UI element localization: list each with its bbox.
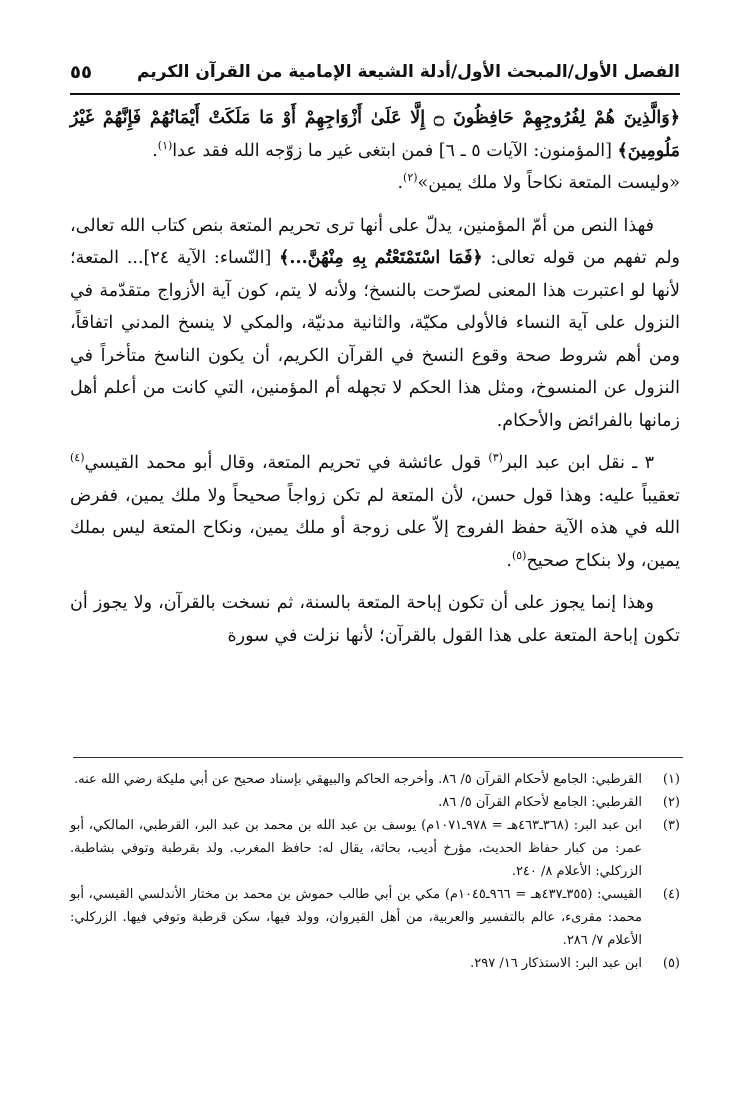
- footnote-text: القرطبي: الجامع لأحكام القرآن ٥/ ٨٦.: [438, 795, 642, 810]
- analysis-text-a: فهذا النص من أمّ المؤمنين، يدلّ على أنها ترى تحريم المتعة بنص كتاب الله تعالى، ولم تفهم من قوله تعالى:: [70, 215, 680, 268]
- footnote-text: ابن عبد البر: (٣٦٨ـ٤٦٣هـ = ٩٧٨ـ١٠٧١م) يوسف بن عبد الله بن محمد بن عبد البر، القرطبي، المالكي، أبو عمر: من كبار حفاظ الحديث، مؤرخ أديب، بحاثة، يقال له: حافظ المغرب. ولد بقرطبة وتوفي بشاطبة. الزركلي: الأعلام ٨/ ٢٤٠.: [70, 818, 642, 879]
- header-divider: [70, 93, 680, 95]
- quran-verse-inline: ﴿فَمَا اسْتَمْتَعْتُم بِهِ مِنْهُنَّ...﴾: [279, 248, 483, 268]
- footnote-item: [70, 814, 680, 883]
- citation-text: [المؤمنون: الآيات ٥ ـ ٦] فمن ابتغى غير ما زوّجه الله فقد عدا: [172, 140, 618, 161]
- footnotes: [70, 768, 680, 975]
- punctuation: .: [152, 140, 158, 161]
- punctuation: .: [506, 550, 512, 571]
- analysis-text-b: [النّساء: الآية ٢٤]... المتعة؛ لأنها لو اعتبرت هذا المعنى لصرّحت بالنسخ؛ ولأنه لا يتم، كون آية الأزواج متقدّمة في النزول على آية النساء فالأولى مكيّة، والثانية مدنيّة، والمكي لا ينسخ المدني اتفاقاً، ومن أهم شروط صحة وقوع النسخ في القرآن الكريم، أن يكون الناسخ متأخراً في النزول عن المنسوخ، ومثل هذا الحكم لا تجهله أم المؤمنين، التي كانت من أعلم أهل زمانها بالفرائض والأحكام.: [70, 248, 680, 431]
- footnote-divider: [73, 757, 683, 758]
- quran-verse: ﴿وَالَّذِينَ هُمْ لِفُرُوجِهِمْ حَافِظُونَ ۝ إِلَّا عَلَىٰ أَزْوَاجِهِمْ أَوْ مَا مَلَكَتْ أَيْمَانُهُمْ فَإِنَّهُمْ غَيْرُ مَلُومِينَ﴾: [70, 108, 681, 161]
- paragraph-analysis: [70, 210, 680, 438]
- footnote-text: القرطبي: الجامع لأحكام القرآن ٥/ ٨٦. وأخرجه الحاكم والبيهقي بإسناد صحيح عن أبي مليكة رضي الله عنه.: [73, 772, 642, 787]
- main-text: [70, 102, 680, 652]
- conclusion-text: وهذا إنما يجوز على أن تكون إباحة المتعة بالسنة، ثم نسخت بالقرآن، ولا يجوز أن تكون إباحة المتعة على هذا القول بالقرآن؛ لأنها نزلت في سورة: [70, 593, 680, 646]
- page-number: ٥٥: [70, 62, 92, 83]
- paragraph-point-3: [70, 447, 680, 577]
- quote-text: «وليست المتعة نكاحاً ولا ملك يمين»: [417, 173, 680, 193]
- footnote-item: [70, 883, 680, 952]
- footnote-number: (٢): [662, 795, 680, 810]
- footnote-ref-3: (٣): [488, 451, 503, 465]
- point-3-text-b: قول عائشة في تحريم المتعة، وقال أبو محمد القيسي: [84, 453, 489, 473]
- footnote-ref-5: (٥): [511, 548, 527, 562]
- footnote-item: [70, 768, 680, 791]
- footnote-ref-4: (٤): [70, 451, 85, 465]
- footnote-number: (٤): [662, 887, 680, 902]
- paragraph-conclusion: [70, 587, 680, 652]
- paragraph-quran-citation: [70, 102, 680, 167]
- footnote-ref-2: (٢): [403, 171, 418, 185]
- footnote-number: (٣): [662, 818, 680, 833]
- footnote-ref-1: (١): [157, 138, 173, 152]
- footnote-item: [70, 791, 680, 814]
- footnote-text: القيسي: (٣٥٥ـ٤٣٧هـ = ٩٦٦ـ١٠٤٥م) مكي بن أبي طالب حموش بن محمد بن مختار الأندلسي القيسي، أبو محمد: مقرىء، عالم بالتفسير والعربية، من أهل القيروان، وولد فيها، سكن قرطبة وتوفي فيها. الزركلي: الأعلام ٧/ ٢٨٦.: [70, 887, 642, 948]
- punctuation: .: [397, 173, 404, 193]
- footnote-text: ابن عبد البر: الاستذكار ١٦/ ٢٩٧.: [470, 956, 642, 971]
- point-3-text-a: ٣ ـ نقل ابن عبد البر: [502, 453, 654, 473]
- running-title: الفصل الأول/المبحث الأول/أدلة الشيعة الإمامية من القرآن الكريم: [137, 62, 680, 82]
- page-header: [70, 60, 680, 92]
- footnote-item: [70, 952, 680, 975]
- footnote-number: (٥): [662, 956, 680, 971]
- point-3-text-c: تعقيباً عليه: وهذا قول حسن، لأن المتعة لم تكن زواجاً صحيحاً ولا ملك يمين، ففرض الله في هذه الآية حفظ الفروج إلاّ على زوجة أو ملك يمين، ونكاح المتعة ليس بملك يمين، ولا بنكاح صحيح: [70, 485, 680, 571]
- footnote-number: (١): [662, 772, 680, 787]
- paragraph-quote: [70, 167, 680, 200]
